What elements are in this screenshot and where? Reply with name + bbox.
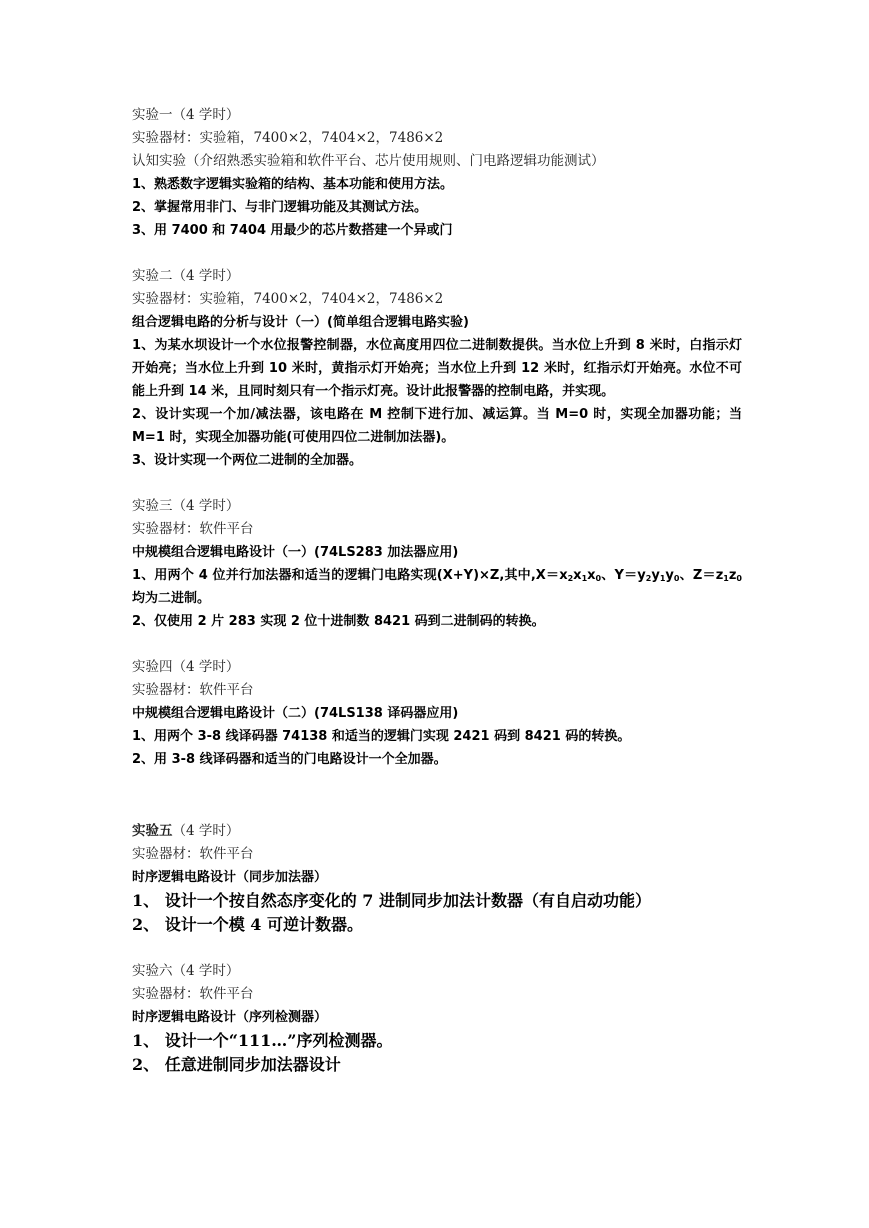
subscript: 1 [581,574,588,583]
experiment-equipment: 实验器材：软件平台 [132,682,254,698]
experiment-1 [132,104,742,242]
text-run: 1、用两个 4 位并行加法器和适当的逻辑门电路实现(X+Y)×Z,其中,X＝x [132,568,568,583]
text-run: 、Y＝y [601,568,646,583]
task-item: 2、 任意进制同步加法器设计 [132,1055,341,1074]
subscript: 1 [723,574,729,583]
task-item: 1、熟悉数字逻辑实验箱的结构、基本功能和使用方法。 [132,177,454,192]
task-item: 2、 设计一个模 4 可逆计数器。 [132,915,363,934]
text-run: z [728,568,737,583]
experiment-topic: 中规模组合逻辑电路设计（二）(74LS138 译码器应用) [132,706,459,721]
task-item: 3、设计实现一个两位二进制的全加器。 [132,453,363,468]
subscript: 2 [645,574,652,583]
experiment-topic: 时序逻辑电路设计（序列检测器） [132,1010,328,1025]
text-run: 均为二进制。 [132,591,211,606]
task-item [132,564,742,610]
experiment-2 [132,265,742,472]
subscript: 0 [736,574,742,583]
experiment-title: 实验三（4 学时） [132,498,240,514]
experiment-title: 实验一（4 学时） [132,107,240,123]
text-run: x [587,568,596,583]
experiment-title-rest: （4 学时） [172,823,240,839]
experiment-equipment: 实验器材：软件平台 [132,986,254,1002]
experiment-topic: 时序逻辑电路设计（同步加法器） [132,870,328,885]
experiment-title [132,820,742,843]
task-item: 2、设计实现一个加/减法器，该电路在 M 控制下进行加、减运算。当 M=0 时，实现全加器功能；当 M=1 时，实现全加器功能(可使用四位二进制加法器)。 [132,407,742,445]
experiment-title: 实验六（4 学时） [132,963,240,979]
experiment-title-main: 实验五 [132,823,173,839]
task-item: 1、 设计一个“111…”序列检测器。 [132,1031,393,1050]
text-run: y [665,568,674,583]
text-run: 、Z＝z [679,568,724,583]
task-item: 2、掌握常用非门、与非门逻辑功能及其测试方法。 [132,200,428,215]
experiment-title: 实验二（4 学时） [132,268,240,284]
experiment-title: 实验四（4 学时） [132,659,240,675]
experiment-topic: 组合逻辑电路的分析与设计（一）(简单组合逻辑电路实验) [132,315,469,330]
task-item: 1、 设计一个按自然态序变化的 7 进制同步加法计数器（有自启动功能） [132,891,651,910]
experiment-4 [132,656,742,771]
subscript: 0 [673,574,680,583]
task-item: 1、为某水坝设计一个水位报警控制器，水位高度用四位二进制数提供。当水位上升到 8 米时，白指示灯开始亮；当水位上升到 10 米时，黄指示灯开始亮；当水位上升到 12 米时，红指示灯开始亮。水位不可能上升到 14 米，且同时刻只有一个指示灯亮。设计此报警器的控制电路，并实现。 [132,338,742,399]
task-item: 2、仅使用 2 片 283 实现 2 位十进制数 8421 码到二进制码的转换。 [132,614,545,629]
task-item: 1、用两个 3-8 线译码器 74138 和适当的逻辑门实现 2421 码到 8421 码的转换。 [132,729,631,744]
experiment-5 [132,820,742,937]
experiment-equipment: 实验器材：实验箱，7400×2，7404×2，7486×2 [132,130,444,146]
task-item: 2、用 3-8 线译码器和适当的门电路设计一个全加器。 [132,752,447,767]
document-page [132,104,742,1100]
experiment-equipment: 实验器材：实验箱，7400×2，7404×2，7486×2 [132,291,444,307]
text-run: x [573,568,582,583]
subscript: 2 [567,574,574,583]
experiment-6 [132,960,742,1077]
experiment-equipment: 实验器材：软件平台 [132,846,254,862]
experiment-topic: 认知实验（介绍熟悉实验箱和软件平台、芯片使用规则、门电路逻辑功能测试） [132,153,605,169]
experiment-3 [132,495,742,633]
experiment-topic: 中规模组合逻辑电路设计（一）(74LS283 加法器应用) [132,545,459,560]
subscript: 1 [659,574,666,583]
subscript: 0 [595,574,602,583]
text-run: y [651,568,660,583]
experiment-equipment: 实验器材：软件平台 [132,521,254,537]
task-item: 3、用 7400 和 7404 用最少的芯片数搭建一个异或门 [132,223,453,238]
